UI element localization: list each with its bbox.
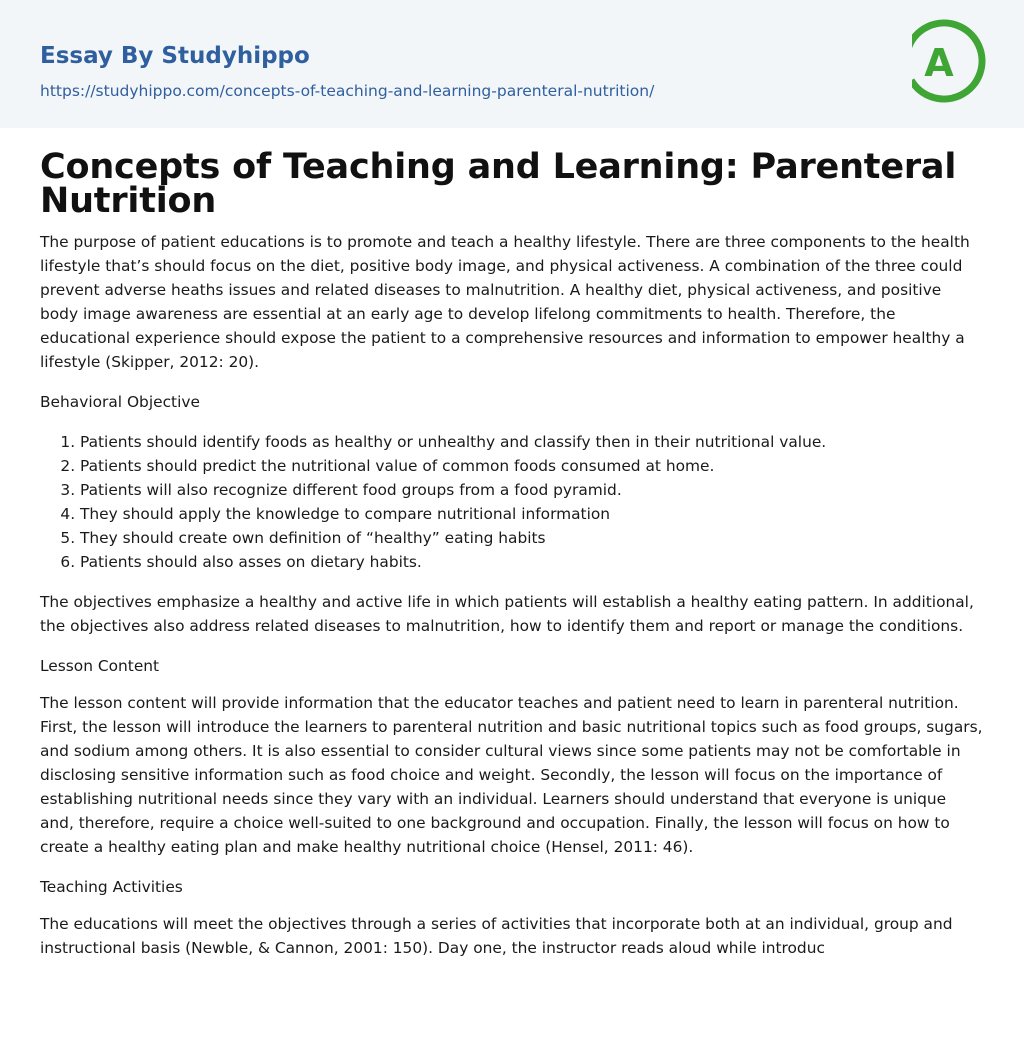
teaching-activities-heading: Teaching Activities	[40, 878, 183, 896]
objective-item: 4. They should apply the knowledge to compare nutritional information	[80, 502, 984, 526]
lesson-content-paragraph: The lesson content will provide information that the educator teaches and patient need to learn in parenteral nutrition. First, the lesson will introduce the learners to parenteral nutrition and basic nutritional topics such as food groups, sugars, and sodium among others. It is also essential to consider cultural views since some patients may not be comfortable in disclosing sensitive information such as food choice and weight. Secondly, the lesson will focus on the importance of establishing nutritional needs since they vary with an individual. Learners should understand that everyone is unique and, therefore, require a choice well-suited to one background and occupation. Finally, the lesson will focus on how to create a healthy eating plan and make healthy nutritional choice (Hensel, 2011: 46).	[40, 694, 983, 856]
objectives-summary-paragraph: The objectives emphasize a healthy and active life in which patients will establish a healthy eating pattern. In additional, the objectives also address related diseases to malnutrition, how to identify them and report or manage the conditions.	[40, 593, 974, 635]
brand-name[interactable]: Essay By Studyhippo	[40, 43, 310, 69]
site-header	[0, 0, 1024, 128]
lesson-content-heading: Lesson Content	[40, 657, 160, 675]
objective-item: 3. Patients will also recognize different food groups from a food pyramid.	[80, 478, 984, 502]
objective-item: 6. Patients should also asses on dietary habits.	[80, 550, 984, 574]
essay-url-link[interactable]: https://studyhippo.com/concepts-of-teaching-and-learning-parenteral-nutrition/	[40, 82, 655, 100]
objectives-list	[40, 430, 984, 574]
behavioral-objective-heading: Behavioral Objective	[40, 393, 200, 411]
essay-content	[0, 128, 1024, 960]
intro-paragraph: The purpose of patient educations is to promote and teach a healthy lifestyle. There are three components to the health lifestyle that’s should focus on the diet, positive body image, and physical activeness. A combination of the three could prevent adverse heaths issues and related diseases to malnutrition. A healthy diet, physical activeness, and positive body image awareness are essential at an early age to develop lifelong commitments to health. Therefore, the educational experience should expose the patient to a comprehensive resources and information to empower healthy a lifestyle (Skipper, 2012: 20).	[40, 233, 970, 371]
studyhippo-logo-icon[interactable]	[912, 19, 986, 105]
essay-title: Concepts of Teaching and Learning: Parenteral Nutrition	[40, 147, 957, 221]
teaching-activities-paragraph: The educations will meet the objectives through a series of activities that incorporate both at an individual, group and instructional basis (Newble, & Cannon, 2001: 150). Day one, the instructor reads aloud while introduc	[40, 915, 953, 957]
objective-item: 5. They should create own definition of “healthy” eating habits	[80, 526, 984, 550]
objective-item: 2. Patients should predict the nutritional value of common foods consumed at home.	[80, 454, 984, 478]
logo-letter: A	[924, 41, 954, 85]
objective-item: 1. Patients should identify foods as healthy or unhealthy and classify then in their nutritional value.	[80, 430, 984, 454]
